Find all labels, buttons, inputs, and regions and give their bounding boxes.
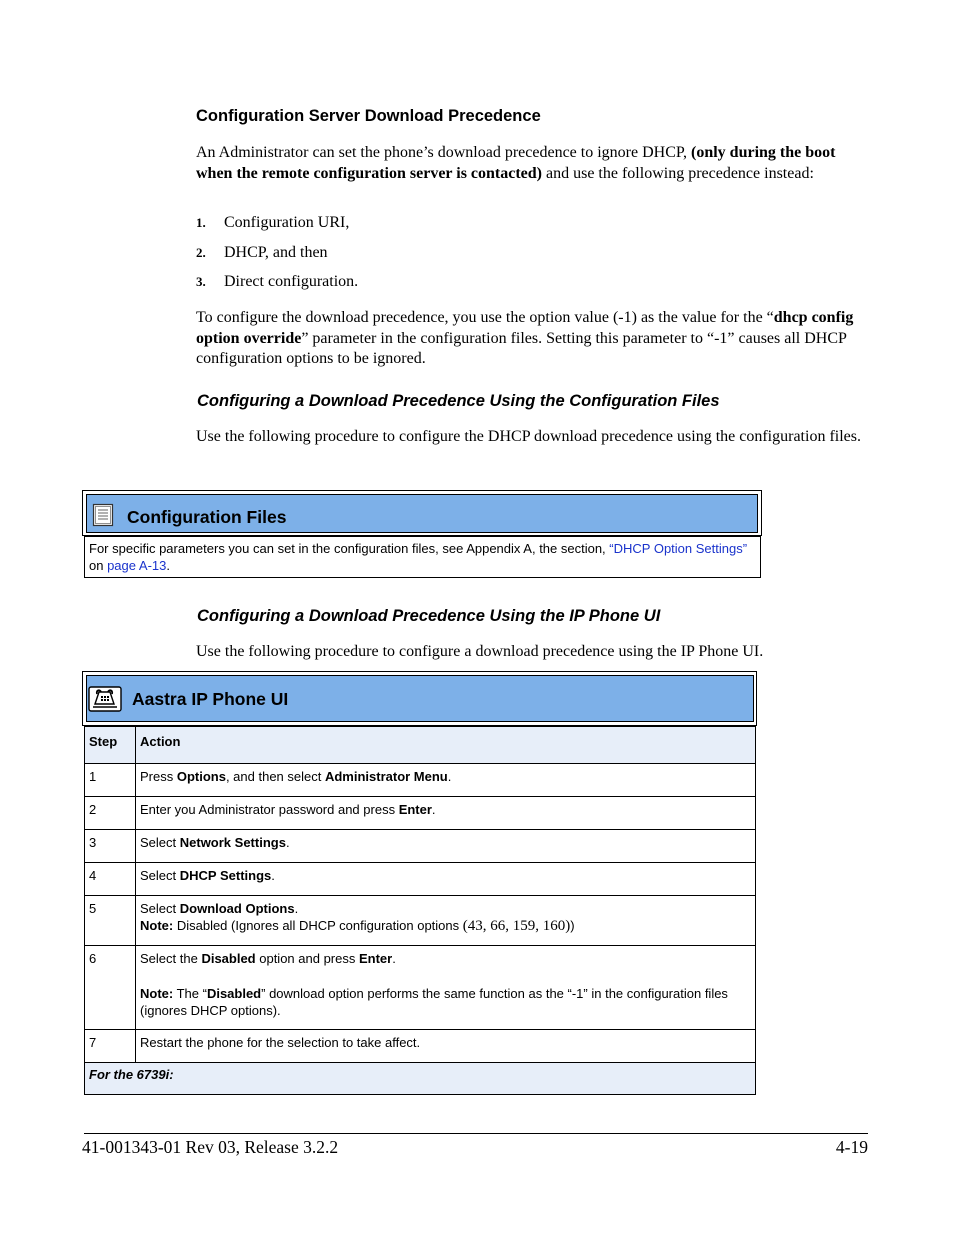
list-number: 3.: [196, 274, 206, 289]
list-item: [196, 273, 358, 291]
intro-text-start: An Administrator can set the phone’s download precedence to ignore DHCP,: [196, 144, 691, 161]
table-row: [85, 797, 756, 830]
table-row: [85, 764, 756, 797]
step-number: 1: [85, 764, 136, 797]
note-text: Disabled (Ignores all DHCP configuration options: [173, 918, 463, 933]
action-text: Enter you Administrator password and press: [140, 802, 399, 817]
action-keyword: Disabled: [201, 951, 256, 966]
page-number: 4-19: [835, 1137, 868, 1157]
override-text-start: To configure the download precedence, you use the option value (-1) as the value for the “: [196, 309, 774, 326]
action-text: , and then select: [225, 769, 325, 784]
action-keyword: Network Settings: [179, 835, 286, 850]
step-number: 4: [85, 863, 136, 896]
table-header-row: [85, 727, 756, 764]
override-text-end: ” parameter in the configuration files. Setting this parameter to “-1” causes all DHCP configuration options to be ignored.: [196, 329, 847, 367]
document-icon: [92, 503, 114, 527]
action-keyword: Administrator Menu: [324, 769, 448, 784]
table-row: [85, 863, 756, 896]
action-text: Select: [140, 901, 180, 916]
list-text: Direct configuration.: [224, 273, 359, 290]
step-action: [136, 1030, 756, 1063]
config-files-note-text: For specific parameters you can set in the configuration files, see Appendix A, the section,: [89, 541, 610, 556]
step-action: [136, 946, 756, 1030]
phone-icon: [88, 686, 122, 712]
action-keyword: Options: [176, 769, 226, 784]
note-label: Note:: [140, 918, 174, 933]
action-column-header: Action: [136, 727, 756, 764]
ip-phone-paragraph: Use the following procedure to configure a download precedence using the IP Phone UI.: [196, 643, 764, 660]
action-text: .: [447, 769, 452, 784]
action-text: Select: [140, 868, 180, 883]
note-option-numbers: (43, 66, 159, 160): [462, 918, 571, 934]
action-keyword: DHCP Settings: [179, 868, 272, 883]
config-files-note-period: .: [166, 558, 170, 573]
list-item: [196, 244, 328, 262]
action-text: .: [294, 901, 299, 916]
section-title: Configuration Server Download Precedence: [196, 107, 541, 125]
table-row: [85, 1030, 756, 1063]
list-text: Configuration URI,: [224, 214, 350, 231]
config-files-note-on: on: [89, 558, 108, 573]
page-a13-link[interactable]: page A-13: [107, 558, 167, 573]
table-row: [85, 946, 756, 1030]
footer-divider: [84, 1133, 868, 1134]
note-keyword: Disabled: [206, 986, 262, 1001]
step-number: 5: [85, 896, 136, 946]
config-files-paragraph: Use the following procedure to configure the DHCP download precedence using the configuration files.: [196, 428, 861, 445]
config-files-box-title: Configuration Files: [127, 507, 287, 527]
table-row: [85, 896, 756, 946]
ip-phone-box-title: Aastra IP Phone UI: [132, 689, 289, 709]
intro-paragraph: [196, 143, 868, 184]
action-text: Restart the phone for the selection to take affect.: [140, 1035, 421, 1050]
note-text: ): [570, 918, 575, 933]
action-text: Select the: [140, 951, 202, 966]
list-item: [196, 214, 349, 232]
intro-text-bold: (only during the boot when the remote configuration server is contacted): [196, 144, 836, 182]
action-keyword: Enter: [358, 951, 393, 966]
step-action: [136, 764, 756, 797]
step-number: 7: [85, 1030, 136, 1063]
config-files-heading: Configuring a Download Precedence Using the Configuration Files: [197, 392, 720, 410]
note-text: The “: [173, 986, 207, 1001]
action-text: Press: [140, 769, 177, 784]
step-number: 6: [85, 946, 136, 1030]
step-number: 2: [85, 797, 136, 830]
list-number: 2.: [196, 245, 206, 260]
ip-phone-heading: Configuring a Download Precedence Using the IP Phone UI: [197, 607, 661, 625]
list-number: 1.: [196, 215, 206, 230]
dhcp-option-settings-link[interactable]: “DHCP Option Settings”: [609, 541, 748, 556]
step-action: [136, 896, 756, 946]
action-keyword: Download Options: [179, 901, 295, 916]
table-footer-row: [85, 1063, 756, 1095]
table-row: [85, 830, 756, 863]
action-text: Select: [140, 835, 180, 850]
action-text: .: [392, 951, 396, 966]
action-text: .: [285, 835, 290, 850]
step-number: 3: [85, 830, 136, 863]
step-action: [136, 797, 756, 830]
step-action: [136, 863, 756, 896]
action-keyword: Enter: [398, 802, 432, 817]
list-text: DHCP, and then: [224, 244, 328, 261]
intro-text-end: and use the following precedence instead:: [542, 164, 814, 182]
action-text: option and press: [255, 951, 359, 966]
steps-table: [84, 726, 756, 1095]
note-label: Note:: [140, 986, 174, 1001]
override-parameter: dhcp config option override: [196, 309, 854, 347]
document-revision: 41-001343-01 Rev 03, Release 3.2.2: [82, 1137, 339, 1157]
action-text: .: [271, 868, 275, 883]
step-action: [136, 830, 756, 863]
model-label: For the 6739i:: [85, 1063, 756, 1095]
note-text: ” download option performs the same function as the “-1” in the configuration files (ignores DHCP options).: [140, 986, 728, 1018]
override-paragraph: [196, 308, 868, 370]
config-files-box-body: [84, 536, 761, 578]
action-text: .: [431, 802, 436, 817]
step-column-header: Step: [85, 727, 136, 764]
